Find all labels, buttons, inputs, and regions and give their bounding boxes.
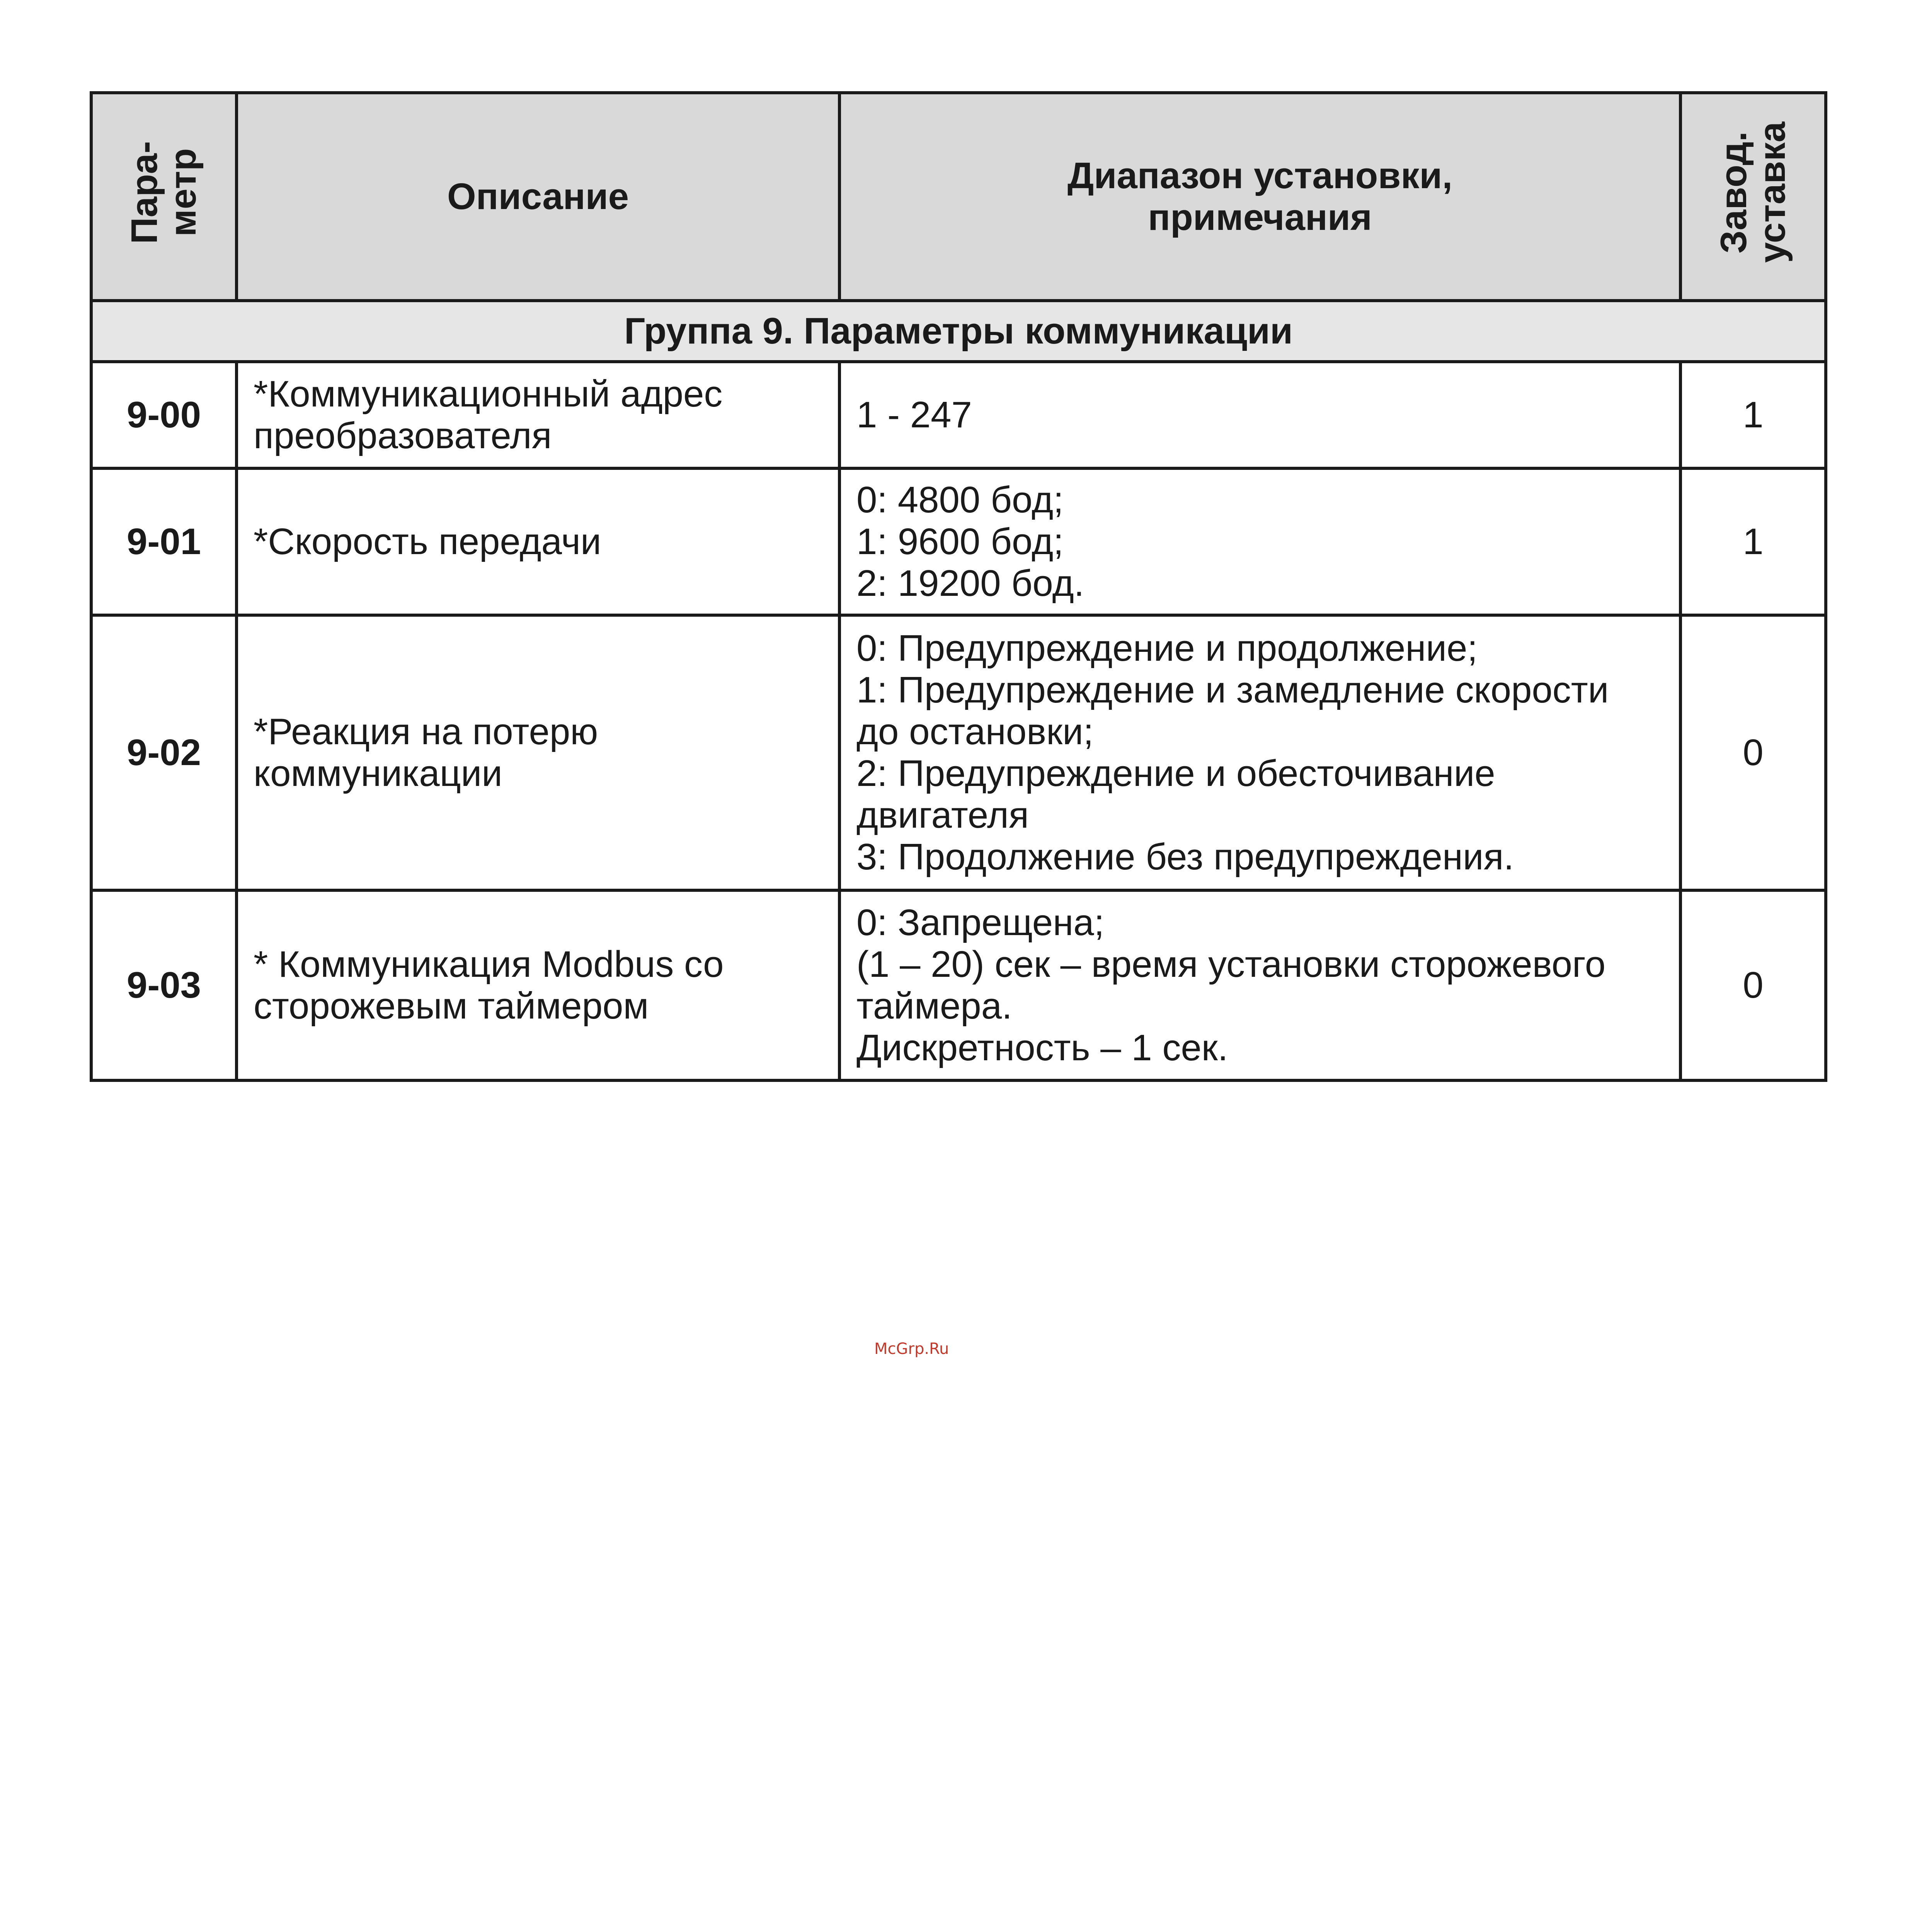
table-row bbox=[91, 890, 1826, 1080]
param-default: 0 bbox=[1680, 890, 1826, 1080]
param-default: 1 bbox=[1680, 362, 1826, 468]
param-range: 0: 4800 бод; 1: 9600 бод; 2: 19200 бод. bbox=[839, 468, 1680, 615]
param-description: * Коммуникация Modbus со сторожевым таймером bbox=[237, 890, 839, 1080]
table-header-row bbox=[91, 93, 1826, 301]
param-code: 9-03 bbox=[91, 890, 237, 1080]
header-range: Диапазон установки, примечания bbox=[839, 93, 1680, 301]
parameters-table bbox=[90, 91, 1827, 1082]
table-row bbox=[91, 362, 1826, 468]
param-description: *Коммуникационный адрес преобразователя bbox=[237, 362, 839, 468]
header-default: Завод. уставка bbox=[1680, 93, 1826, 301]
table-row bbox=[91, 468, 1826, 615]
param-description: *Реакция на потерю коммуникации bbox=[237, 615, 839, 890]
param-range: 0: Предупреждение и продолжение; 1: Предупреждение и замедление скорости до остановки; 2: Предупреждение и обесточивание двигателя 3: Продолжение без предупреждения. bbox=[839, 615, 1680, 890]
param-default: 0 bbox=[1680, 615, 1826, 890]
header-param: Пара- метр bbox=[91, 93, 237, 301]
param-default: 1 bbox=[1680, 468, 1826, 615]
table-row bbox=[91, 615, 1826, 890]
group-row bbox=[91, 301, 1826, 362]
param-range: 0: Запрещена; (1 – 20) сек – время установки сторожевого таймера. Дискретность – 1 сек. bbox=[839, 890, 1680, 1080]
param-code: 9-02 bbox=[91, 615, 237, 890]
group-title: Группа 9. Параметры коммуникации bbox=[91, 301, 1826, 362]
watermark: McGrp.Ru bbox=[874, 1340, 949, 1358]
param-description: *Скорость передачи bbox=[237, 468, 839, 615]
param-range: 1 - 247 bbox=[839, 362, 1680, 468]
param-code: 9-00 bbox=[91, 362, 237, 468]
header-description: Описание bbox=[237, 93, 839, 301]
param-code: 9-01 bbox=[91, 468, 237, 615]
